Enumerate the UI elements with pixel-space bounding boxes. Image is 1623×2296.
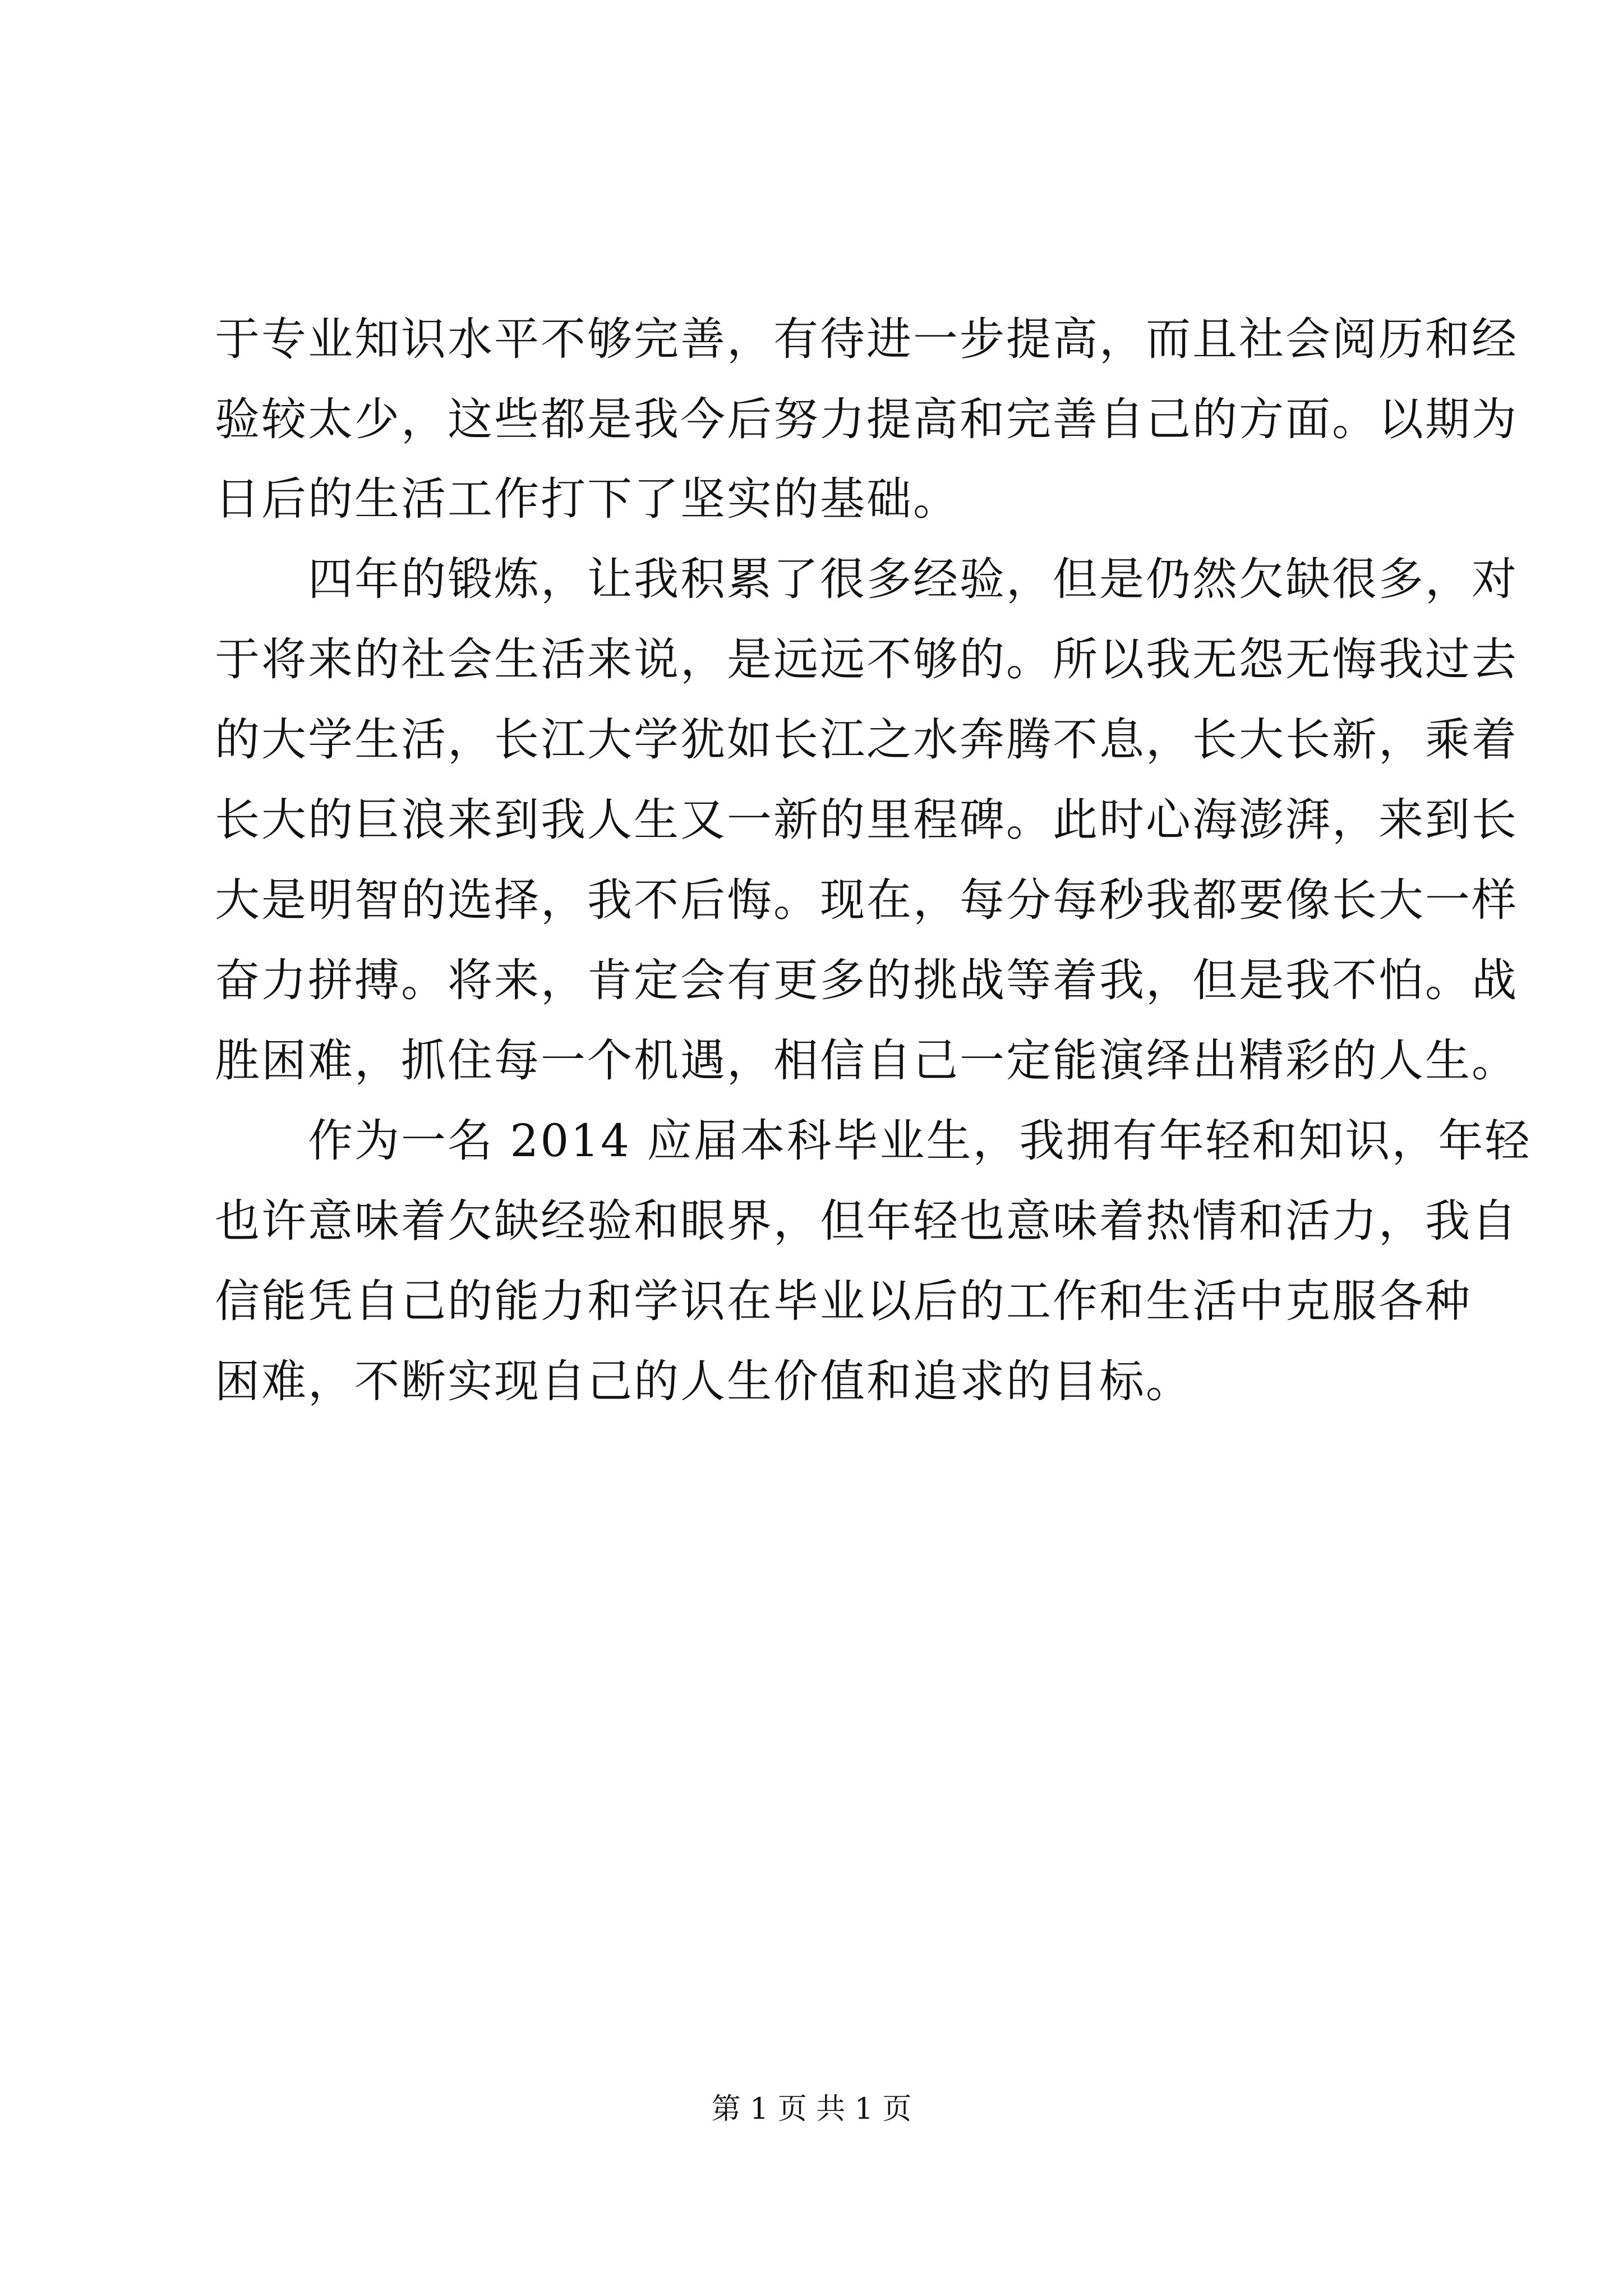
text-line: 的大学生活，长江大学犹如长江之水奔腾不息，长大长新，乘着 (215, 714, 1518, 766)
text-line: 于将来的社会生活来说，是远远不够的。所以我无怨无悔我过去 (215, 633, 1518, 685)
text-line: 于专业知识水平不够完善，有待进一步提高，而且社会阅历和经 (215, 313, 1518, 365)
text-line: 长大的巨浪来到我人生又一新的里程碑。此时心海澎湃，来到长 (215, 794, 1518, 846)
text-line: 奋力拼搏。将来，肯定会有更多的挑战等着我，但是我不怕。战 (215, 954, 1518, 1006)
text-line: 作为一名 2014 应届本科毕业生，我拥有年轻和知识，年轻 (215, 1115, 1532, 1167)
text-line: 也许意味着欠缺经验和眼界，但年轻也意味着热情和活力，我自 (215, 1195, 1518, 1247)
text-line: 胜困难，抓住每一个机遇，相信自己一定能演绎出精彩的人生。 (215, 1034, 1518, 1087)
text-line: 四年的锻炼，让我积累了很多经验，但是仍然欠缺很多，对 (215, 553, 1518, 605)
text-line: 大是明智的选择，我不后悔。现在，每分每秒我都要像长大一样 (215, 874, 1518, 926)
text-line: 日后的生活工作打下了坚实的基础。 (215, 473, 960, 525)
page-footer: 第 1 页 共 1 页 (711, 2092, 912, 2126)
text-line: 验较太少，这些都是我今后努力提高和完善自己的方面。以期为 (215, 393, 1518, 445)
text-line: 信能凭自己的能力和学识在毕业以后的工作和生活中克服各种 (215, 1275, 1472, 1327)
text-line: 困难，不断实现自己的人生价值和追求的目标。 (215, 1355, 1192, 1407)
